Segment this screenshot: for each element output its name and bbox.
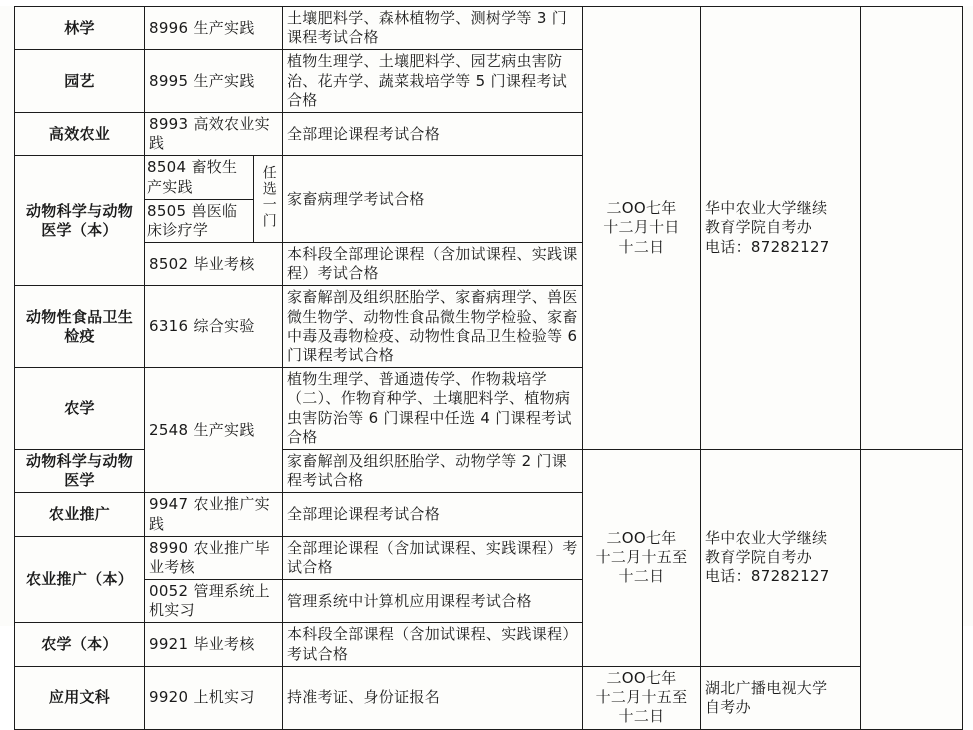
course-choice-codes	[145, 156, 254, 242]
cell-requirement: 植物生理学、土壤肥料学、园艺病虫害防治、花卉学、蔬菜栽培学等 5 门课程考试合格	[283, 50, 583, 113]
course-choice-group	[145, 156, 282, 242]
cell-course-code: 8996 生产实践	[145, 7, 283, 50]
cell-course-code: 8995 生产实践	[145, 50, 283, 113]
cell-organizer	[701, 666, 861, 729]
cell-major: 应用文科	[15, 666, 145, 729]
cell-major: 农学（本）	[15, 623, 145, 666]
choice-note: 任选一门	[260, 165, 277, 230]
date-line-3: 十二日	[618, 237, 665, 256]
organizer-line-3: 电话：87282127	[705, 567, 830, 586]
cell-course-code: 9947 农业推广实践	[145, 493, 283, 536]
organizer-line-2: 教育学院自考办	[705, 548, 813, 567]
cell-course-code: 9920 上机实习	[145, 666, 283, 729]
cell-course-code: 8990 农业推广毕业考核	[145, 536, 283, 579]
organizer-line-1: 华中农业大学继续	[705, 529, 828, 548]
cell-requirement: 本科段全部理论课程（含加试课程、实践课程）考试合格	[283, 243, 583, 286]
cell-requirement: 家畜解剖及组织胚胎学、动物学等 2 门课程考试合格	[283, 449, 583, 492]
table-row	[15, 7, 963, 50]
cell-organizer	[701, 7, 861, 450]
cell-major: 动物性食品卫生检疫	[15, 286, 145, 368]
cell-major: 农业推广（本）	[15, 536, 145, 623]
cell-organizer	[701, 449, 861, 666]
document-page	[0, 6, 973, 726]
cell-requirement: 全部理论课程（含加试课程、实践课程）考试合格	[283, 536, 583, 579]
cell-requirement: 植物生理学、普通遗传学、作物栽培学（二）、作物育种学、土壤肥料学、植物病虫害防治等 6 门课程中任选 4 门课程考试合格	[283, 368, 583, 450]
cell-requirement: 管理系统中计算机应用课程考试合格	[283, 580, 583, 623]
date-line-1: 二ОО七年	[606, 199, 677, 218]
cell-remark	[861, 449, 963, 729]
cell-major: 高效农业	[15, 112, 145, 155]
cell-course-code: 2548 生产实践	[145, 368, 283, 493]
date-line-2: 十二月十五至	[595, 688, 688, 707]
date-line-3: 十二日	[618, 567, 665, 586]
cell-requirement: 全部理论课程考试合格	[283, 493, 583, 536]
organizer-line-2: 自考办	[705, 697, 751, 716]
cell-major: 动物科学与动物医学（本）	[15, 156, 145, 286]
date-line-2: 十二月十五至	[595, 548, 688, 567]
cell-exam-date	[583, 449, 701, 666]
cell-remark	[861, 7, 963, 450]
course-code-a: 8504 畜牧生产实践	[145, 156, 253, 199]
cell-exam-date	[583, 666, 701, 729]
cell-requirement: 家畜病理学考试合格	[283, 156, 583, 243]
cell-requirement: 持准考证、身份证报名	[283, 666, 583, 729]
cell-exam-date	[583, 7, 701, 450]
cell-requirement: 家畜解剖及组织胚胎学、家畜病理学、兽医微生物学、动物性食品微生物学检验、家畜中毒及毒物检疫、动物性食品卫生检验等 6 门课程考试合格	[283, 286, 583, 368]
date-line-3: 十二日	[618, 707, 665, 726]
cell-major: 农业推广	[15, 493, 145, 536]
cell-major: 林学	[15, 7, 145, 50]
cell-course-code: 8993 高效农业实践	[145, 112, 283, 155]
date-line-1: 二ОО七年	[606, 669, 677, 688]
cell-course-code: 0052 管理系统上机实习	[145, 580, 283, 623]
cell-major: 园艺	[15, 50, 145, 113]
cell-major: 动物科学与动物医学	[15, 449, 145, 492]
cell-requirement: 土壤肥料学、森林植物学、测树学等 3 门课程考试合格	[283, 7, 583, 50]
organizer-line-1: 湖北广播电视大学	[705, 678, 828, 697]
cell-requirement: 全部理论课程考试合格	[283, 112, 583, 155]
date-line-2: 十二月十日	[603, 218, 680, 237]
cell-course-code: 9921 毕业考核	[145, 623, 283, 666]
cell-course-code-group	[145, 156, 283, 243]
cell-major: 农学	[15, 368, 145, 450]
exam-schedule-table	[14, 6, 963, 730]
cell-course-code: 6316 综合实验	[145, 286, 283, 368]
cell-requirement: 本科段全部课程（含加试课程、实践课程）考试合格	[283, 623, 583, 666]
cell-course-code: 8502 毕业考核	[145, 243, 283, 286]
table-row	[15, 666, 963, 729]
date-line-1: 二ОО七年	[606, 529, 677, 548]
course-code-b: 8505 兽医临床诊疗学	[147, 201, 238, 239]
organizer-line-2: 教育学院自考办	[705, 218, 813, 237]
organizer-line-3: 电话：87282127	[705, 237, 830, 256]
organizer-line-1: 华中农业大学继续	[705, 199, 828, 218]
